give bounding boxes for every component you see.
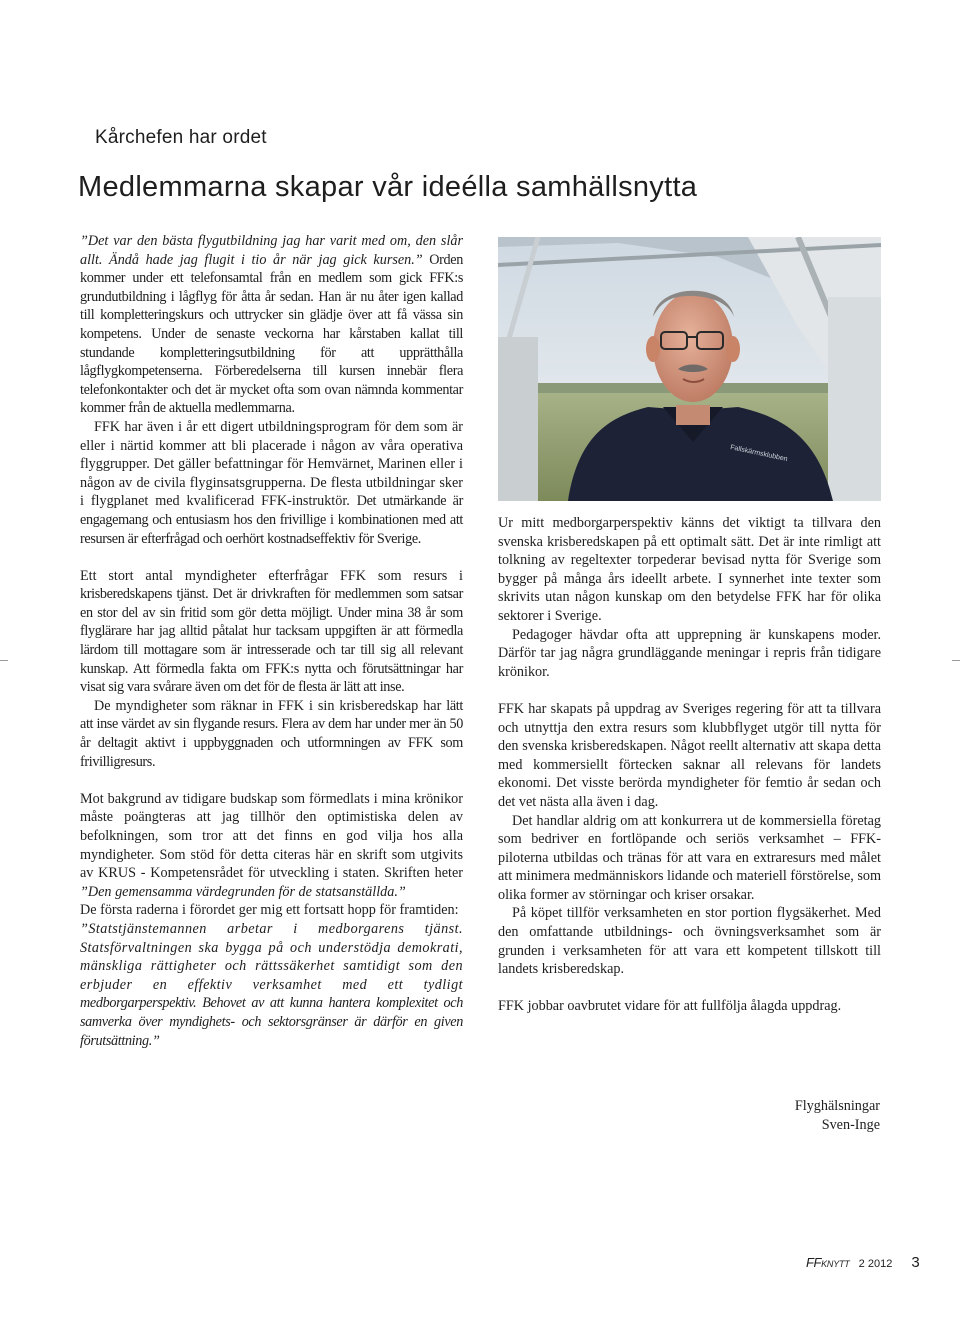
program-text-b: Det utmärkande är engagemang och entusiasm hos den frivillige i kombinationen med att resursen är efterfrågad och oerhört kostnadseffektiv för Sverige. [80,493,463,547]
closing-paragraph: FFK jobbar oavbrutet vidare för att fullfölja ålagda uppdrag. [498,998,842,1015]
intro-text-c: Under de senaste veckorna har kårstaben kallat till stundande kompletteringsutbildning för att upprätthålla lågflygkompetenserna. [80,325,464,380]
safety-paragraph: På köpet tillför verksamheten en stor portion flygsäkerhet. Med den omfattande utbildnings- och övningsverksamhet som är grunden i verksamheten för att vara ett kompetent tillskott till landets krisberedskap. [498,905,881,978]
krus-title: ”Den gemensamma värdegrunden för de statsanställda.” [80,883,406,900]
foreword-quote [80,920,463,1050]
intro-text-b: Han är nu åter igen kallad till kompletteringskurs och uttrycker sin glädje över att få vässa sin kompetens. [80,288,463,342]
authorities-text-a: Ett stort antal myndigheter efterfrågar FFK som resurs i [80,567,463,584]
crop-mark-left [0,660,8,661]
foreword-quote-b: medborgarperspektiv. Behovet av att kunna hantera komplexitet och samverka över myndighets- och sektorsgränser är därför en given förutsättning.” [80,995,463,1049]
program-paragraph [80,418,463,548]
shirt-print: Fallskärmsklubben [729,444,789,464]
authorities-paragraph [80,567,463,697]
resource-text-b: lätt att inse värdet av sin flygande resurs. Flera av dem har under mer än 50 år deltagit aktivt i uppbyggnaden och utformningen av FFK som frivilligresurs. [80,697,463,770]
intro-text-a: Orden kommer under ett telefonsamtal från en medlem som gick FFK:s grundutbildning i lågflyg för åtta år sedan. [80,251,463,305]
mission-paragraph: FFK har skapats på uppdrag av Sveriges regering för att ta tillvara och utnyttja den extra resurs som klubbflyget utgör till nytta för den svenska krisberedskapen. Något reellt alternativ att skapa detta med kommersiellt förtecken saknar all relevans för landets ekonomi. Det visste berörda myndigheter för femtio år sedan och det vet nästa alla även i dag. [498,700,881,810]
signoff-name: Sven-Inge [821,1117,880,1133]
krus-paragraph [80,790,463,902]
issue-number: 2 2012 [858,1258,893,1270]
intro-quote: ”Det var den bästa flygutbildning jag har varit med om, den slår allt. Ändå hade jag flugit i tio år när jag gick kursen.” [80,233,463,268]
page-footer [806,1254,920,1271]
competition-paragraph: Det handlar aldrig om att konkurrera ut de kommersiella företag som bedriver en fortlöpande och seriös verksamhet – FFK-piloterna utbildas och tränas för att vara en extraresurs med målet att minimera medmänniskors lidande och materiell förstörelse, som olika former av störningar och kriser orsakar. [498,812,881,903]
authorities-text-c: Under mina 38 år som flyglärare har jag alltid påtalat hur tacksam uppgiften är att förmedla lärdom till mottagare som är intresserade och tar till sig all relevant kunskap. Att förmedla fakta om FFK:s nytta och förutsättningar har visat sig vara svårare även om det för de flesta är lätt att inse. [80,604,463,696]
resource-paragraph [80,697,463,771]
pedagogy-paragraph: Pedagoger hävdar ofta att upprepning är kunskapens moder. Därför tar jag några grundläggande meningar i repris från tidigare krönikor. [498,626,881,680]
article-title: Medlemmarna skapar vår ideélla samhällsnytta [78,171,698,203]
program-text-a: FFK har även i år ett digert utbildningsprogram för dem som är eller i närtid kommer att bli placerade i någon av våra operativa flyggrupper. Det gäller befattningar för Hemvärnet, Marinen eller i någon av de civila flyginsatsgrupperna. De flesta utbildningar sker i flygplanet med kvalificerad FFK-instruktör. [80,418,463,510]
intro-paragraph [80,232,463,418]
crop-mark-right [952,660,960,661]
signoff [795,1097,880,1135]
foreword-quote-a: ”Statstjänstemannen arbetar i medborgarens tjänst. Statsförvaltningen ska bygga på och understödja demokrati, mänskliga rättigheter och rättssäkerhet samtidigt som den erbjuder en effektiv verksamhet med ett tydligt [80,920,463,993]
right-column [498,514,881,1016]
citizen-paragraph: Ur mitt medborgarperspektiv känns det viktigt ta tillvara den svenska krisberedskapen på ett optimalt sätt. Det är inte rimligt att tolkning av regeltexter torpederar bevisad nytta för Sverige som bygger på många års ideellt arbete. I synnerhet inte texter som skrivits utan någon kunskap om den betydelse FFK har för olika sektorer i Sverige. [498,515,881,624]
portrait-photo [498,237,881,501]
page-number: 3 [911,1254,920,1271]
magazine-brand: FF [806,1255,822,1270]
authorities-text-b: krisberedskapens tjänst. Det är drivkraften för medlemmen som satsar en stor del av sin fritid som gör detta möjligt. [80,586,463,621]
krus-text: Mot bakgrund av tidigare budskap som förmedlats i mina krönikor måste poängteras att jag tillhör den optimistiska delen av befolkningen, som tror att det finns en god vilja hos alla myndigheter. Som stöd för detta citeras här en skrift som utgivits av KRUS - Kompetensrådet för utveckling i staten. Skriften heter [80,790,463,882]
signoff-greeting: Flyghälsningar [794,1098,880,1114]
magazine-brand-suffix: KNYTT [821,1259,850,1269]
resource-text-a: De myndigheter som räknar in FFK i sin krisberedskap har [94,697,442,714]
section-kicker: Kårchefen har ordet [95,127,267,148]
intro-text-d: Förberedelserna till kursen innebär flera telefonkontakter och det är mycket ofta som ovan nämnda kommentar kommer från de aktuella medlemmarna. [80,363,464,417]
foreword-paragraph: De första raderna i förordet ger mig ett fortsatt hopp för framtiden: [80,902,459,919]
left-column [80,232,463,1050]
